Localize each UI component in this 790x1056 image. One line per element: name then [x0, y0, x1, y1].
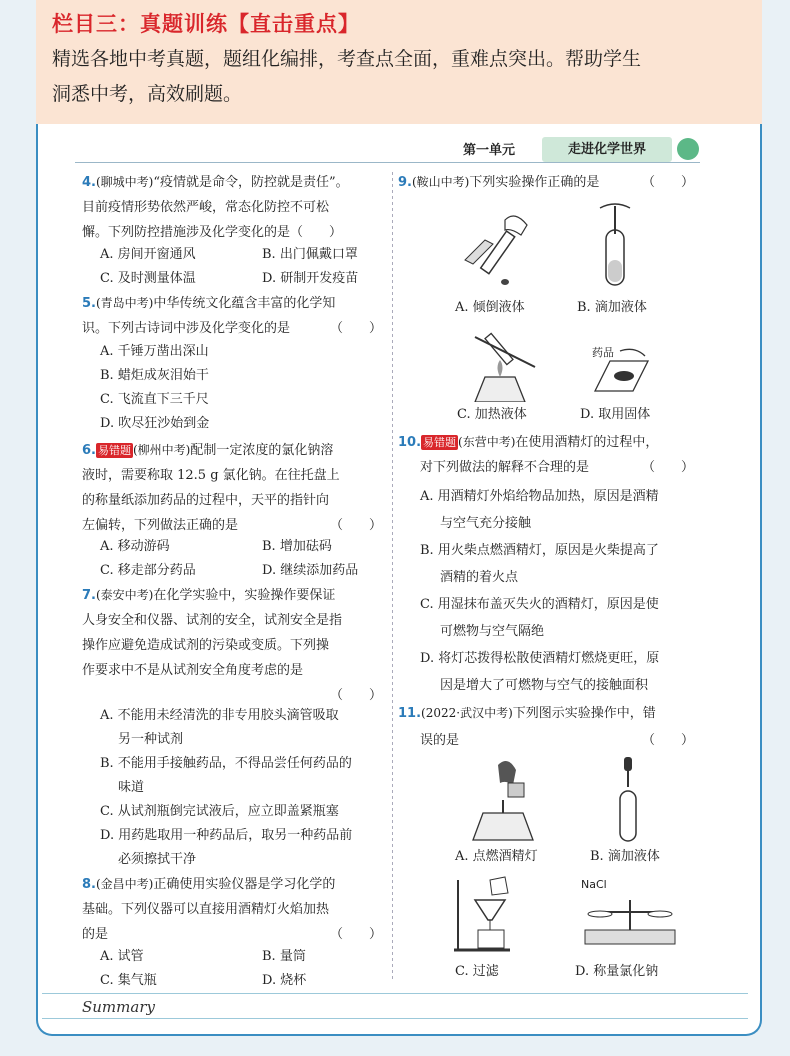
q8-option-b: B. 量筒: [262, 949, 306, 964]
error-prone-tag: 易错题: [97, 444, 131, 457]
q5-option-c: C. 飞流直下三千尺: [100, 392, 209, 407]
chapter-badge: 走进化学世界: [542, 137, 672, 162]
question-7: 7.(泰安中考)在化学实验中，实验操作要保证 人身安全和仪器、试剂的安全，试剂安全是指 操作应避免造成试剂的污染或变质。下列操 作要求中不是从试剂安全角度考虑的是 （ ）: [82, 588, 382, 703]
q4-option-a: A. 房间开窗通风: [100, 247, 196, 262]
q6-option-c: C. 移走部分药品: [100, 563, 196, 578]
filtration-illustration: [450, 875, 520, 955]
q10-option-a: A. 用酒精灯外焰给物品加热，原因是酒精 与空气充分接触: [420, 489, 659, 531]
dropping-liquid-illustration: [590, 200, 640, 290]
q9-caption-d: D. 取用固体: [580, 407, 651, 422]
question-9: 9.(鞍山中考)下列实验操作正确的是 （ ）: [398, 175, 694, 190]
q4-option-c: C. 及时测量体温: [100, 271, 196, 286]
q10-option-c: C. 用湿抹布盖灭失火的酒精灯，原因是使 可燃物与空气隔绝: [420, 597, 659, 639]
q7-option-c: C. 从试剂瓶倒完试液后，应立即盖紧瓶塞: [100, 804, 339, 819]
summary-rule-bottom: [42, 1018, 748, 1019]
q9-caption-a: A. 倾倒液体: [455, 300, 525, 315]
question-4: 4.(聊城中考)“疫情就是命令，防控就是责任”。 目前疫情形势依然严峻，常态化防控不可松 懈。下列防控措施涉及化学变化的是（ ）: [82, 175, 349, 240]
q4-option-d: D. 研制开发疫苗: [262, 271, 359, 286]
question-10: 10. 易错题 (东营中考)在使用酒精灯的过程中， 对下列做法的解释不合理的是 （ ）: [398, 435, 694, 475]
q11-caption-c: C. 过滤: [455, 964, 499, 979]
pouring-liquid-illustration: [455, 200, 535, 290]
question-5: 5.(青岛中考)中华传统文化蕴含丰富的化学知 识。下列古诗词中涉及化学变化的是 （ ）: [82, 296, 382, 336]
q11-caption-a: A. 点燃酒精灯: [455, 849, 538, 864]
q4-option-b: B. 出门佩戴口罩: [262, 247, 358, 262]
q9-caption-b: B. 滴加液体: [577, 300, 647, 315]
heating-liquid-illustration: [455, 322, 545, 402]
q7-option-b: B. 不能用手接触药品，不得品尝任何药品的 味道: [100, 756, 352, 795]
column-divider: [392, 172, 393, 982]
q8-option-c: C. 集气瓶: [100, 973, 157, 988]
unit-label: 第一单元: [463, 143, 516, 158]
dropper-illustration: [608, 755, 648, 845]
summary-label: Summary: [82, 998, 155, 1016]
q6-option-a: A. 移动游码: [100, 539, 170, 554]
q9-caption-c: C. 加热液体: [457, 407, 527, 422]
question-8: 8.(金昌中考)正确使用实验仪器是学习化学的 基础。下列仪器可以直接用酒精灯火焰加热 的是 （ ）: [82, 877, 382, 942]
column-title: 栏目三：真题训练【直击重点】: [52, 12, 360, 36]
column-description: [52, 42, 752, 112]
q6-option-d: D. 继续添加药品: [262, 563, 359, 578]
balance-illustration: [580, 890, 680, 950]
chapter-dot-icon: [677, 138, 699, 160]
error-prone-tag: 易错题: [423, 436, 457, 449]
q10-option-d: D. 将灯芯拨得松散使酒精灯燃烧更旺，原 因是增大了可燃物与空气的接触面积: [420, 651, 660, 693]
summary-rule-top: [42, 993, 748, 994]
description-line-2: 洞悉中考，高效刷题。: [52, 83, 243, 105]
drug-label: 药品: [592, 346, 614, 359]
q5-option-d: D. 吹尽狂沙始到金: [100, 416, 210, 431]
q5-option-b: B. 蜡炬成灰泪始干: [100, 368, 209, 383]
lighting-lamp-illustration: [458, 755, 548, 845]
q10-option-b: B. 用火柴点燃酒精灯，原因是火柴提高了 酒精的着火点: [420, 543, 659, 585]
q11-caption-b: B. 滴加液体: [590, 849, 660, 864]
question-11: 11.(2022·武汉中考)下列图示实验操作中，错 误的是 （ ）: [398, 706, 694, 748]
q7-option-d: D. 用药匙取用一种药品后，取另一种药品前 必须擦拭干净: [100, 828, 353, 867]
question-6: 6. 易错题 (柳州中考)配制一定浓度的氯化钠溶 液时，需要称取 12.5 g 氯化钠。在往托盘上 的称量纸添加药品的过程中，天平的指针向 左偏转，下列做法正确的是 （ ）: [82, 443, 382, 533]
header-rule: [75, 162, 700, 163]
description-line-1: 精选各地中考真题，题组化编排，考查点全面，重难点突出。帮助学生: [52, 48, 642, 70]
q8-option-a: A. 试管: [100, 949, 144, 964]
q7-option-a: A. 不能用未经清洗的非专用胶头滴管吸取 另一种试剂: [100, 708, 339, 747]
q6-option-b: B. 增加砝码: [262, 539, 332, 554]
nacl-label: NaCl: [581, 878, 607, 891]
q5-option-a: A. 千锤万凿出深山: [100, 344, 209, 359]
q8-option-d: D. 烧杯: [262, 973, 307, 988]
q11-caption-d: D. 称量氯化钠: [575, 964, 659, 979]
